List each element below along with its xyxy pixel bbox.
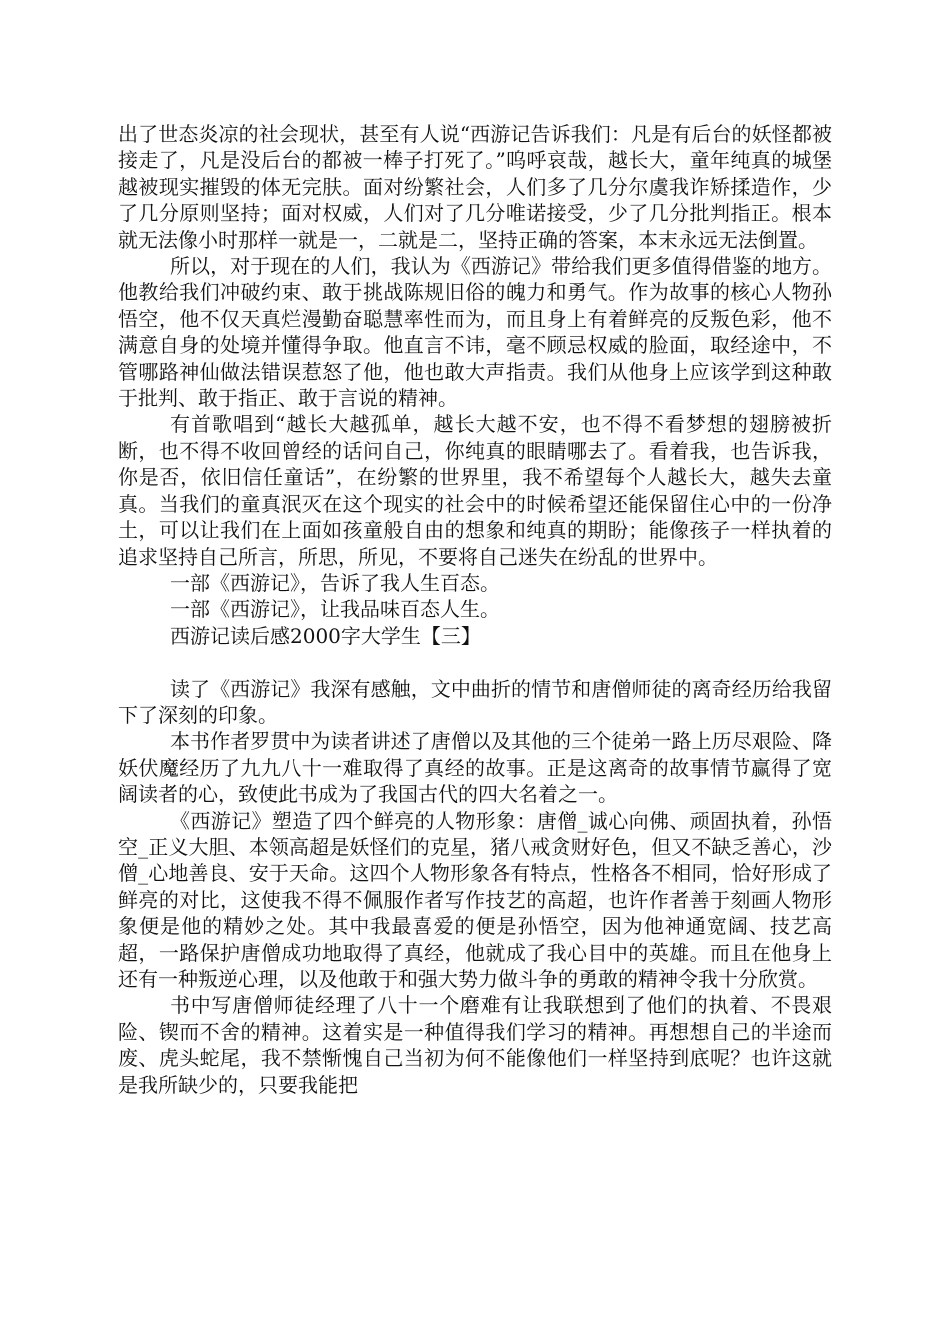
paragraph-6: 读了《西游记》我深有感触，文中曲折的情节和唐僧师徒的离奇经历给我留下了深刻的印象。 [118, 676, 832, 727]
paragraph-8: 《西游记》塑造了四个鲜亮的人物形象：唐僧_诚心向佛、顽固执着，孙悟空_正义大胆、本领高超是妖怪们的克星，猪八戒贪财好色，但又不缺乏善心，沙僧_心地善良、安于天命。这四个人物形象各有特点，性格各不相同，恰好形成了鲜亮的对比，这使我不得不佩服作者写作技艺的高超，也许作者善于刻画人物形象便是他的精妙之处。其中我最喜爱的便是孙悟空，因为他神通宽阔、技艺高超，一路保护唐僧成功地取得了真经，他就成了我心目中的英雄。而且在他身上还有一种叛逆心理，以及他敢于和强大势力做斗争的勇敢的精神令我十分欣赏。 [118, 808, 832, 991]
section-heading: 西游记读后感2000字大学生【三】 [170, 623, 481, 648]
paragraph-1: 出了世态炎凉的社会现状，甚至有人说“西游记告诉我们：凡是有后台的妖怪都被接走了，凡是没后台的都被一棒子打死了。”呜呼哀哉，越长大，童年纯真的城堡越被现实摧毁的体无完肤。面对纷繁社会，人们多了几分尔虞我诈矫揉造作，少了几分原则坚持；面对权威，人们对了几分唯诺接受，少了几分批判指正。根本就无法像小时那样一就是一，二就是二，坚持正确的答案，本末永远无法倒置。 [118, 122, 832, 252]
blank-line [118, 649, 832, 675]
paragraph-9: 书中写唐僧师徒经理了八十一个磨难有让我联想到了他们的执着、不畏艰险、锲而不舍的精神。这着实是一种值得我们学习的精神。再想想自己的半途而废、虎头蛇尾，我不禁惭愧自己当初为何不能像他们一样坚持到底呢？也许这就是我所缺少的，只要我能把 [118, 993, 832, 1097]
document-body [118, 121, 832, 1098]
paragraph-7: 本书作者罗贯中为读者讲述了唐僧以及其他的三个徒弟一路上历尽艰险、降妖伏魔经历了九九八十一难取得了真经的故事。正是这离奇的故事情节赢得了宽阔读者的心，致使此书成为了我国古代的四大名着之一。 [118, 729, 832, 807]
paragraph-2: 所以，对于现在的人们，我认为《西游记》带给我们更多值得借鉴的地方。他教给我们冲破约束、敢于挑战陈规旧俗的魄力和勇气。作为故事的核心人物孙悟空，他不仅天真烂漫勤奋聪慧率性而为，而且身上有着鲜亮的反叛色彩，他不满意自身的处境并懂得争取。他直言不讳，毫不顾忌权威的脸面，取经途中，不管哪路神仙做法错误惹怒了他，他也敢大声指责。我们从他身上应该学到这种敢于批判、敢于指正、敢于言说的精神。 [118, 254, 832, 411]
paragraph-4: 一部《西游记》，告诉了我人生百态。 [170, 570, 500, 595]
paragraph-3: 有首歌唱到“越长大越孤单，越长大越不安，也不得不看梦想的翅膀被折断，也不得不收回曾经的话问自己，你纯真的眼睛哪去了。看着我，也告诉我，你是否，依旧信任童话”，在纷繁的世界里，我不希望每个人越长大，越失去童真。当我们的童真泯灭在这个现实的社会中的时候希望还能保留住心中的一份净土，可以让我们在上面如孩童般自由的想象和纯真的期盼；能像孩子一样执着的追求坚持自己所言，所思，所见，不要将自己迷失在纷乱的世界中。 [118, 412, 832, 569]
paragraph-5: 一部《西游记》，让我品味百态人生。 [170, 597, 500, 622]
